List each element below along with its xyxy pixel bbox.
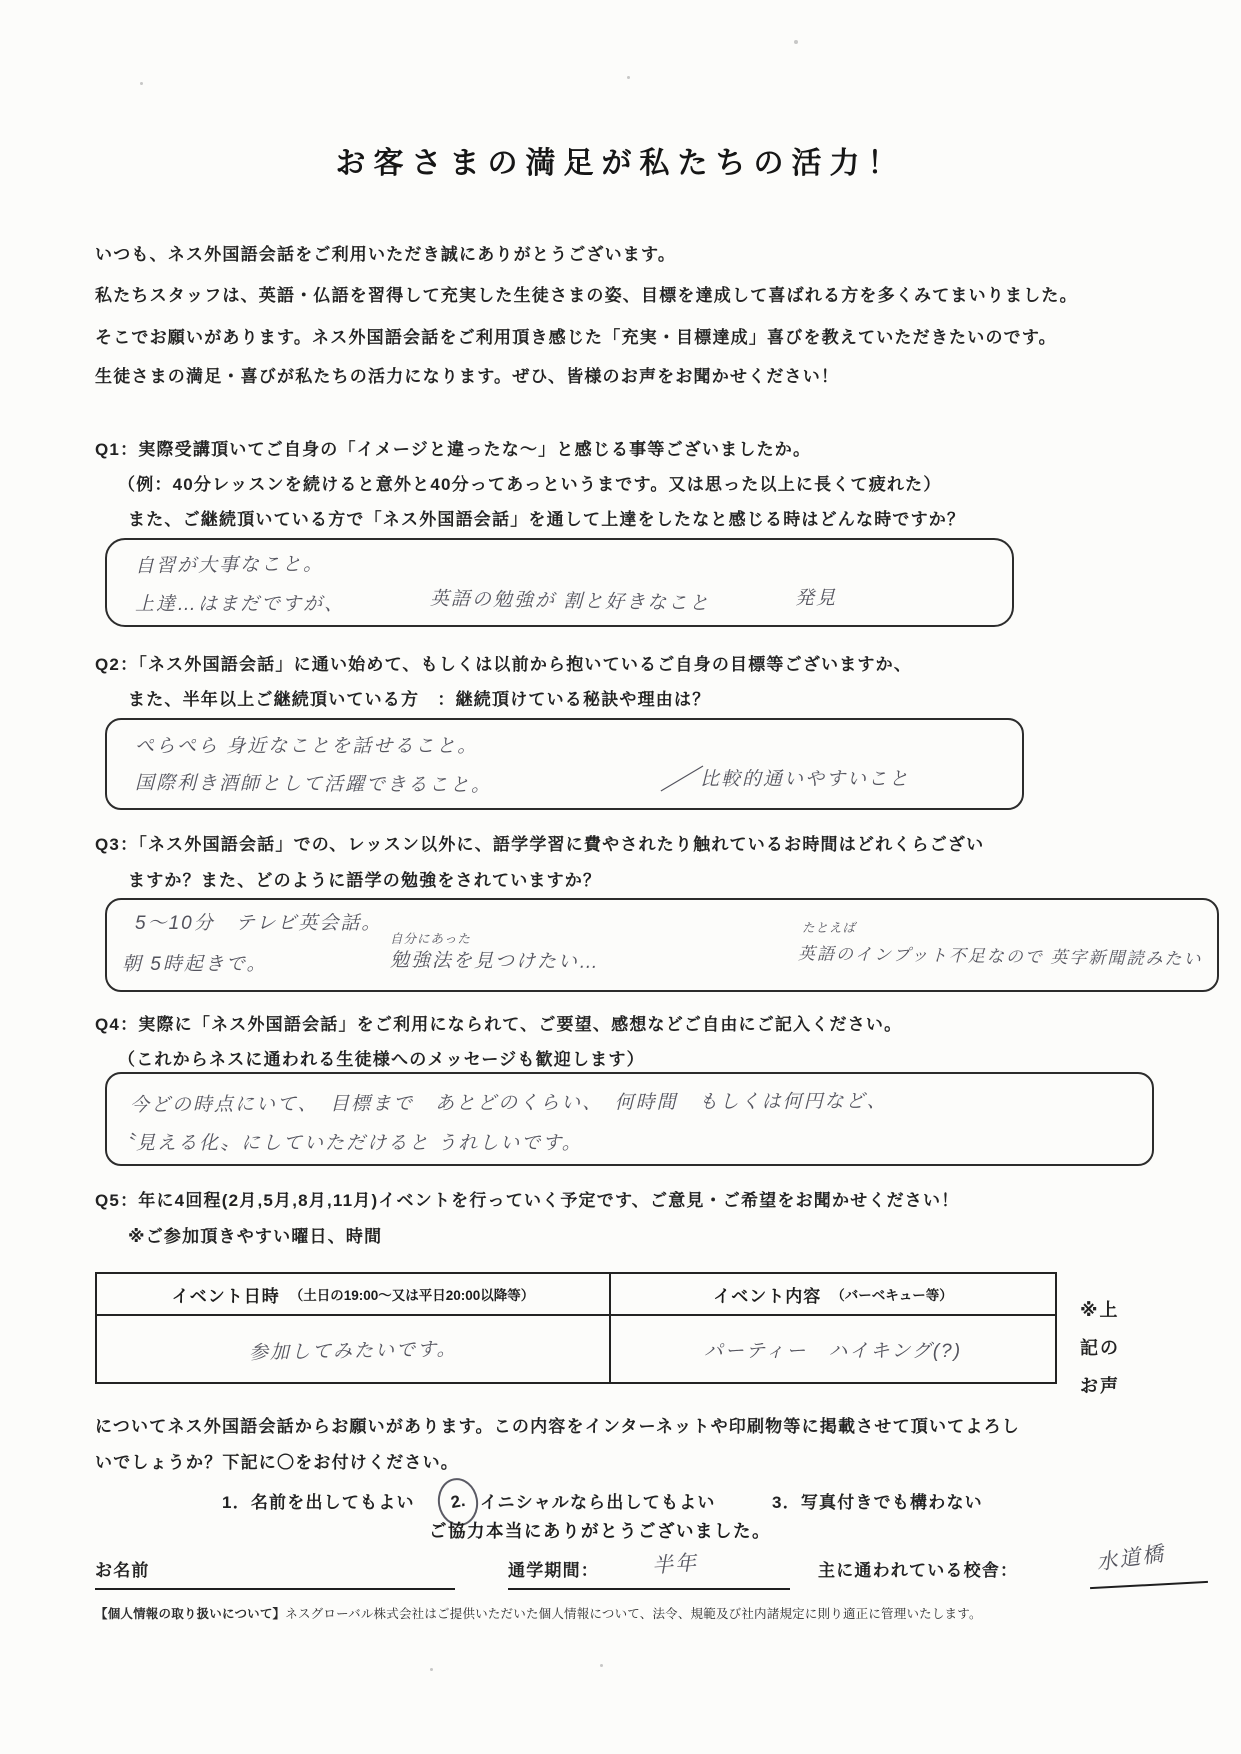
consent-line-1: についてネス外国語会話からお願いがあります。この内容をインターネットや印刷物等に掲載させて頂いてよろし [95, 1417, 1020, 1436]
intro-line-3: そこでお願いがあります。ネス外国語会話をご利用頂き感じた「充実・目標達成」喜びを教えていただきたいのです。 [95, 328, 1057, 347]
event-content-header-cell [611, 1274, 1055, 1314]
thanks-line: ご協力本当にありがとうございました。 [429, 1521, 771, 1541]
q3-line-2: ますか？また、どのように語学の勉強をされていますか？ [128, 871, 602, 890]
school-field-handwritten-value: 水道橋 [1094, 1542, 1167, 1575]
event-content-handwritten: パーティー ハイキング(?) [703, 1340, 963, 1362]
event-table [95, 1272, 1057, 1384]
q2-handwritten-answer-2b: 比較的通いやすいこと [700, 769, 911, 790]
q4-line-1: Q4：実際に「ネス外国語会話」をご利用になられて、ご要望、感想などご自由にご記入ください。 [95, 1015, 903, 1034]
scan-speckle [140, 82, 143, 85]
consent-option-2-circled-number: 2. [434, 1475, 482, 1529]
page-title: お客さまの満足が私たちの活力！ [335, 147, 906, 180]
event-table-header-row [97, 1274, 1055, 1316]
q3-handwritten-answer-2b: 勉強法を見つけたい… [389, 950, 601, 973]
intro-line-2: 私たちスタッフは、英語・仏語を習得して充実した生徒さまの姿、目標を達成して喜ばれる方を多くみてまいりました。 [95, 286, 1078, 305]
privacy-footer-text: ネスグローバル株式会社はご提供いただいた個人情報について、法令、規範及び社内諸規定に則り適正に管理いたします。 [285, 1607, 982, 1621]
event-content-header: イベント内容 [713, 1286, 822, 1306]
event-table-body-row [97, 1316, 1055, 1382]
event-datetime-header-cell [97, 1274, 611, 1314]
event-datetime-cell [97, 1316, 611, 1382]
name-field-underline [95, 1588, 455, 1590]
q4-handwritten-answer-2: 〝見える化〟にしていただけると うれしいです。 [115, 1133, 583, 1154]
q2-line-2: また、半年以上ご継続頂いている方 ：継続頂けている秘訣や理由は？ [128, 690, 711, 709]
scan-speckle [430, 1668, 433, 1671]
q3-handwritten-answer-2a: 朝 5時起きで。 [122, 954, 268, 975]
scan-speckle [600, 1664, 603, 1667]
side-note-line-1: ※上 [1080, 1300, 1120, 1320]
q1-handwritten-answer-2b: 英語の勉強が 割と好きなこと [429, 588, 711, 615]
q3-handwritten-note-tatoeba: たとえば [802, 921, 857, 935]
q3-handwritten-answer-1: 5～10分 テレビ英会話。 [135, 913, 383, 934]
q1-handwritten-answer-1: 自習が大事なこと。 [134, 554, 325, 577]
q1-handwritten-answer-2a: 上達…はまだですが、 [135, 594, 346, 615]
privacy-footer-heading: 【個人情報の取り扱いについて】 [95, 1607, 286, 1621]
q1-line-3: また、ご継続頂いている方で「ネス外国語会話」を通して上達をしたなと感じる時はどんな時ですか？ [128, 510, 966, 529]
q2-handwritten-answer-2a: 国際利き酒師として活躍できること。 [134, 772, 493, 797]
q2-handwritten-answer-1: ぺらぺら 身近なことを話せること。 [135, 736, 479, 757]
privacy-footer [95, 1604, 982, 1622]
consent-option-1: 1．名前を出してもよい [222, 1493, 415, 1512]
event-content-cell [611, 1316, 1055, 1382]
q5-line-1: Q5：年に4回程(2月,5月,8月,11月)イベントを行っていく予定です、ご意見・ご希望をお聞かせください！ [95, 1191, 960, 1210]
period-field-label: 通学期間： [508, 1561, 599, 1580]
q1-handwritten-answer-2c: 発見 [795, 588, 838, 609]
q5-line-2: ※ご参加頂きやすい曜日、時間 [128, 1227, 383, 1246]
school-field-underline [1090, 1581, 1208, 1589]
scan-speckle [794, 40, 798, 44]
q3-line-1: Q3：「ネス外国語会話」での、レッスン以外に、語学学習に費やされたり触れているお時間はどれくらござい [95, 835, 985, 854]
consent-option-3: 3．写真付きでも構わない [772, 1493, 983, 1512]
q1-line-2: （例：40分レッスンを続けると意外と40分ってあっというまです。又は思った以上に長くて疲れた） [118, 475, 942, 494]
intro-line-4: 生徒さまの満足・喜びが私たちの活力になります。ぜひ、皆様のお声をお聞かせください！ [95, 367, 840, 386]
period-field-underline [508, 1588, 790, 1590]
hand-drawn-slash: ／ [659, 758, 698, 802]
event-datetime-handwritten: 参加してみたいです。 [248, 1338, 458, 1364]
event-datetime-header: イベント日時 [171, 1286, 280, 1306]
consent-line-2: いでしょうか？下記に〇をお付けください。 [95, 1453, 459, 1472]
period-field-handwritten-value: 半年 [651, 1551, 699, 1578]
q3-handwritten-answer-2c: 英語のインプット不足なので 英字新聞読みたい [797, 944, 1203, 969]
q3-handwritten-note-jibun: 自分にあった [390, 932, 471, 946]
q1-line-1: Q1：実際受講頂いてご自身の「イメージと違ったな～」と感じる事等ございましたか。 [95, 440, 812, 459]
q4-line-2: （これからネスに通われる生徒様へのメッセージも歓迎します） [118, 1050, 645, 1069]
scan-speckle [627, 76, 630, 79]
intro-line-1: いつも、ネス外国語会話をご利用いただき誠にありがとうございます。 [95, 245, 677, 264]
event-datetime-header-note: （土日の19:00～又は平日20:00以降等） [289, 1288, 535, 1303]
event-content-header-note: （バーベキュー等） [831, 1288, 953, 1303]
name-field-label: お名前 [95, 1561, 150, 1580]
school-field-label: 主に通われている校舎： [818, 1561, 1019, 1580]
q4-handwritten-answer-1: 今どの時点にいて、 目標まで あとどのくらい、 何時間 もしくは何円など、 [129, 1091, 888, 1116]
side-note-line-2: 記の [1080, 1338, 1120, 1358]
side-note-line-3: お声 [1080, 1376, 1120, 1396]
q2-line-1: Q2：「ネス外国語会話」に通い始めて、もしくは以前から抱いているご自身の目標等ございますか、 [95, 655, 913, 674]
consent-option-2: イニシャルなら出してもよい [480, 1493, 716, 1512]
